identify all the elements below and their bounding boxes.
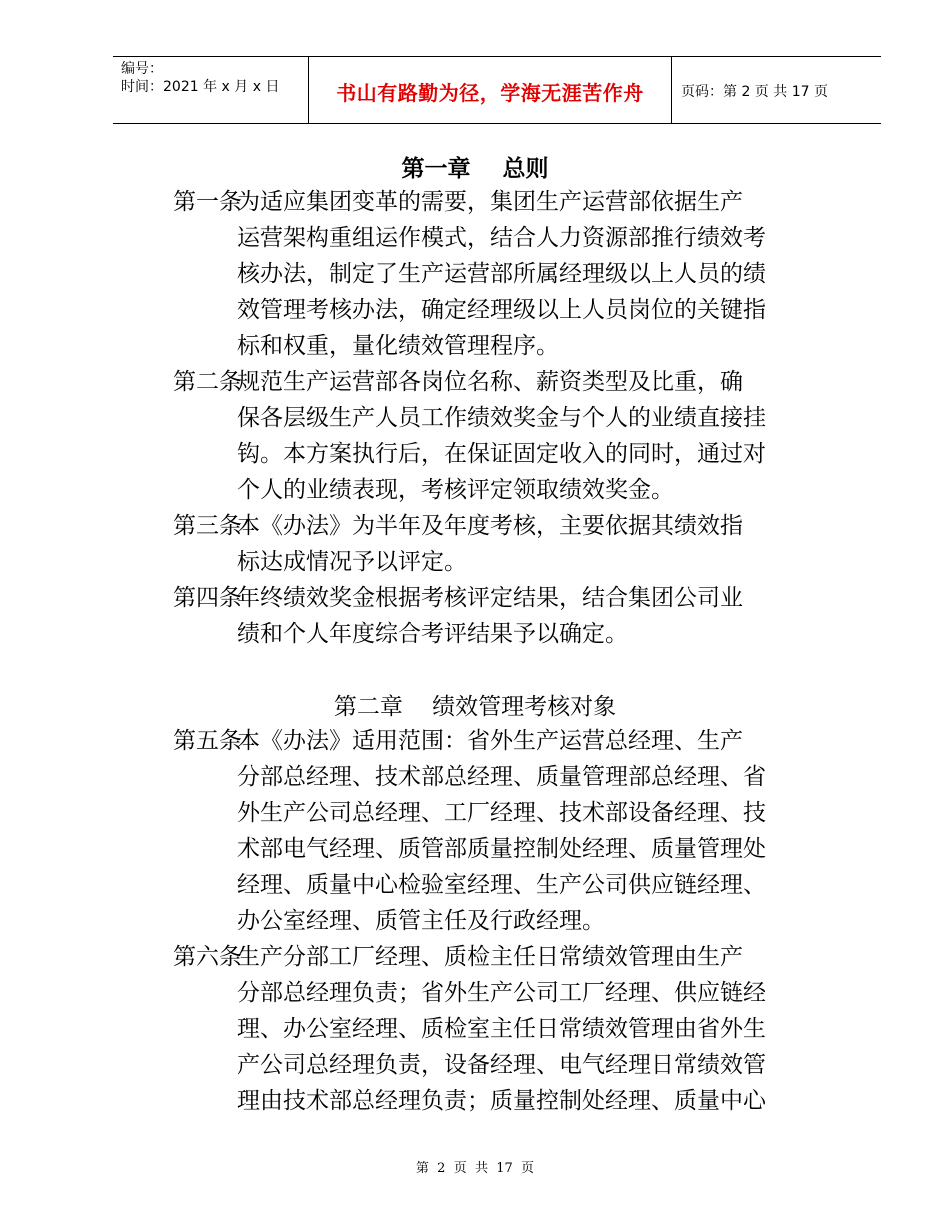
article-line: 核办法，制定了生产运营部所属经理级以上人员的绩 [237,261,766,287]
chapter-1-title: 第一章 总则 [401,156,549,182]
article-line: 术部电气经理、质管部质量控制处经理、质量管理处 [237,836,766,862]
article-number: 第二条 [173,369,242,395]
header-page-cell [671,57,881,123]
article-line: 理由技术部总经理负责；质量控制处经理、质量中心 [237,1088,766,1114]
article-line: 本《办法》为半年及年度考核，主要依据其绩效指 [237,513,743,539]
article-number: 第四条 [173,585,242,611]
document-date-label: 时间：2021 年 x 月 x 日 [121,79,280,95]
article-line: 规范生产运营部各岗位名称、薪资类型及比重，确 [237,369,743,395]
header-motto: 书山有路勤为径，学海无涯苦作舟 [336,81,644,105]
article-line: 产公司总经理负责，设备经理、电气经理日常绩效管 [237,1052,766,1078]
article-line: 绩和个人年度综合考评结果予以确定。 [237,621,628,647]
article-line: 理、办公室经理、质检室主任日常绩效管理由省外生 [237,1016,766,1042]
document-number-label: 编号： [121,61,163,77]
article-line: 运营架构重组运作模式，结合人力资源部推行绩效考 [237,225,766,251]
article-number: 第五条 [173,728,242,754]
article-line: 分部总经理、技术部总经理、质量管理部总经理、省 [237,764,766,790]
article-line: 生产分部工厂经理、质检主任日常绩效管理由生产 [237,944,743,970]
article-line: 标和权重，量化绩效管理程序。 [237,333,559,359]
header-meta-cell [113,57,308,123]
page-header [113,56,881,124]
article-line: 保各层级生产人员工作绩效奖金与个人的业绩直接挂 [237,405,766,431]
article-line: 标达成情况予以评定。 [237,549,467,575]
article-line: 年终绩效奖金根据考核评定结果，结合集团公司业 [237,585,743,611]
article-line: 分部总经理负责；省外生产公司工厂经理、供应链经 [237,980,766,1006]
article-number: 第六条 [173,944,242,970]
chapter-2-title: 第二章 绩效管理考核对象 [333,694,617,720]
article-number: 第一条 [173,189,242,215]
article-line: 经理、质量中心检验室经理、生产公司供应链经理、 [237,872,766,898]
article-line: 效管理考核办法，确定经理级以上人员岗位的关键指 [237,297,766,323]
article-line: 个人的业绩表现，考核评定领取绩效奖金。 [237,477,674,503]
article-number: 第三条 [173,513,242,539]
header-page-number: 页码：第 2 页 共 17 页 [681,84,828,100]
article-line: 外生产公司总经理、工厂经理、技术部设备经理、技 [237,800,766,826]
header-motto-cell [308,57,672,123]
article-line: 办公室经理、质管主任及行政经理。 [237,908,605,934]
article-line: 为适应集团变革的需要，集团生产运营部依据生产 [237,189,743,215]
article-line: 钩。本方案执行后，在保证固定收入的同时，通过对 [237,441,766,467]
page-footer: 第 2 页 共 17 页 [415,1161,535,1176]
article-line: 本《办法》适用范围：省外生产运营总经理、生产 [237,728,743,754]
